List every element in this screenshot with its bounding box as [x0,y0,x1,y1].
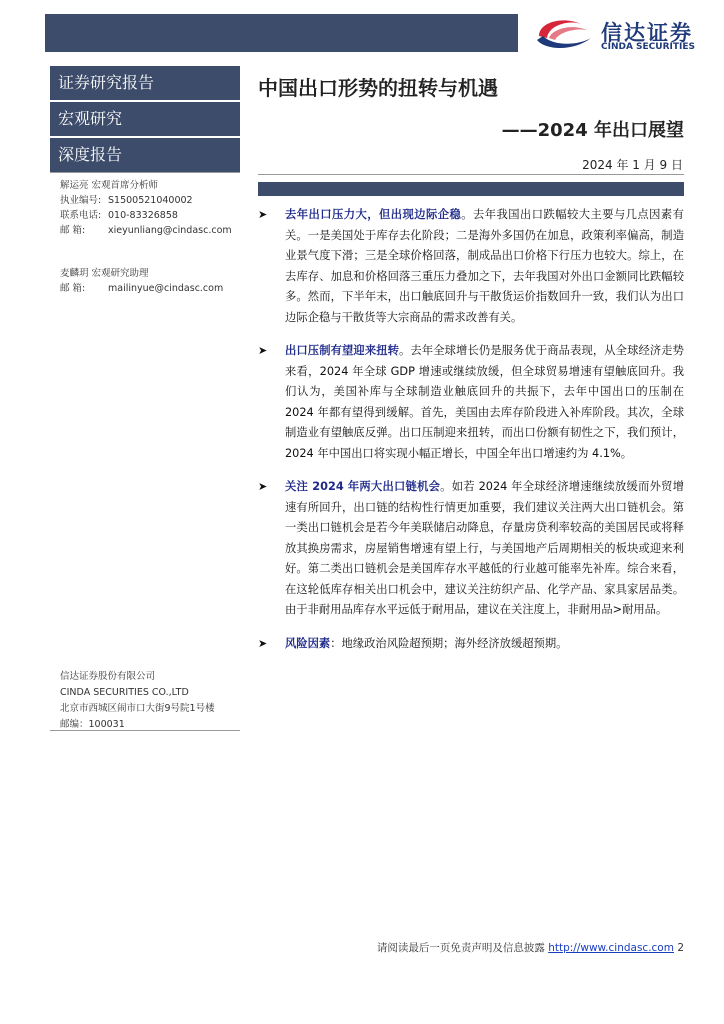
sidebar-divider [50,172,240,173]
logo-swoosh-icon [533,14,597,54]
summary-bar [258,182,684,196]
assistant-contact [60,266,223,296]
analyst-name-title: 解运亮 宏观首席分析师 [60,180,159,191]
cinda-logo [533,14,713,54]
contact-label: 邮 箱: [60,225,86,236]
contact-label: 执业编号: [60,195,102,206]
summary-bullets [258,205,684,667]
website-link[interactable]: http://www.cindasc.com [548,942,674,954]
bullet-export-pressure [258,205,684,328]
bullet-lead: 去年出口压力大，但出现边际企稳 [285,208,462,221]
logo-name-cn: 信达证券 [601,21,693,45]
analyst-contact [60,178,232,238]
analyst-name-title: 麦麟玥 宏观研究助理 [60,268,149,279]
bullet-text: 。去年全球增长仍是服务优于商品表现，从全球经济走势来看，2024 年全球 GDP 增速或继续放缓，但全球贸易增速有望触底回升。我们认为，美国补库与全球制造业触底回升的共振下，去年中国出口的压制在 2024 年都有望得到缓解。首先，美国由去库存阶段进入补库阶段。其次，全球制造业有望触底反弹。出口压制迎来扭转，而出口份额有韧性之下，我们预计，2024 年中国出口将实现小幅正增长，中国全年出口增速约为 4.1%。 [285,344,684,460]
bullet-risk-factors [258,634,684,655]
page-title: 中国出口形势的扭转与机遇 [258,76,498,100]
analyst-line [60,281,223,296]
report-category-box: 宏观研究 [50,102,240,136]
arrow-bullet-icon: ➤ [258,344,268,357]
analyst-line [60,223,232,238]
contact-label: 邮 箱: [60,283,86,294]
arrow-bullet-icon: ➤ [258,636,268,650]
logo-name-en: CINDA SECURITIES [601,42,695,52]
email-link[interactable]: xieyunliang@cindasc.com [108,225,232,236]
company-name-en: CINDA SECURITIES CO.,LTD [60,687,189,698]
sidebar-divider [50,730,240,731]
contact-label: 联系电话: [60,210,102,221]
bullet-export-opportunities [258,477,684,621]
bullet-text: ：地缘政治风险超预期；海外经济放缓超预期。 [330,636,568,650]
contact-value: S1500521040002 [108,195,193,206]
bullet-lead: 风险因素 [285,636,331,650]
arrow-bullet-icon: ➤ [258,480,268,493]
header-banner [45,14,518,52]
arrow-bullet-icon: ➤ [258,208,268,221]
company-postcode: 邮编：100031 [60,719,125,730]
page-number: 2 [677,942,684,954]
company-address: 北京市西城区闹市口大街9号院1号楼 [60,703,215,714]
bullet-lead: 关注 2024 年两大出口链机会 [285,480,441,493]
bullet-export-reversal [258,341,684,464]
analyst-line [60,208,232,223]
email-link[interactable]: mailinyue@cindasc.com [108,283,224,294]
report-type-box: 证券研究报告 [50,66,240,100]
company-name-cn: 信达证券股份有限公司 [60,671,156,682]
bullet-text: 。如若 2024 年全球经济增速继续放缓而外贸增速有所回升，出口链的结构性行情更加重要，我们建议关注两大出口链机会。第一类出口链机会是若今年美联储启动降息，存量房贷利率较高的美国居民或将释放其换房需求，房屋销售增速有望上行，与美国地产后周期相关的板块或迎来利好。第二类出口链机会是美国库存水平越低的行业越可能率先补库。综合来看，在这轮低库存相关出口机会中，建议关注纺织产品、化学产品、家具家居品类。由于非耐用品库存水平远低于耐用品，建议在关注度上，非耐用品>耐用品。 [285,480,684,616]
page-subtitle: ——2024 年出口展望 [501,120,684,141]
page-footer [377,940,684,955]
bullet-lead: 出口压制有望迎来扭转 [285,344,400,357]
report-depth-box: 深度报告 [50,138,240,172]
report-date: 2024 年 1 月 9 日 [582,158,683,172]
company-info [60,669,215,733]
bullet-text: 。去年我国出口跌幅较大主要与几点因素有关。一是美国处于库存去化阶段；二是海外多国仍在加息，政策利率偏高，制造业景气度下滑；三是全球价格回落，制成品出口价格下行压力也较大。综上，在去库存、加息和价格回落三重压力叠加之下，去年我国对外出口金额同比跌幅较多。然而，下半年末，出口触底回升与干散货运价指数回升一致，我们认为出口边际企稳与干散货等大宗商品的需求改善有关。 [285,208,684,324]
divider [258,174,684,175]
analyst-line [60,193,232,208]
footer-disclaimer: 请阅读最后一页免责声明及信息披露 [376,942,549,954]
contact-value: 010-83326858 [108,210,178,221]
